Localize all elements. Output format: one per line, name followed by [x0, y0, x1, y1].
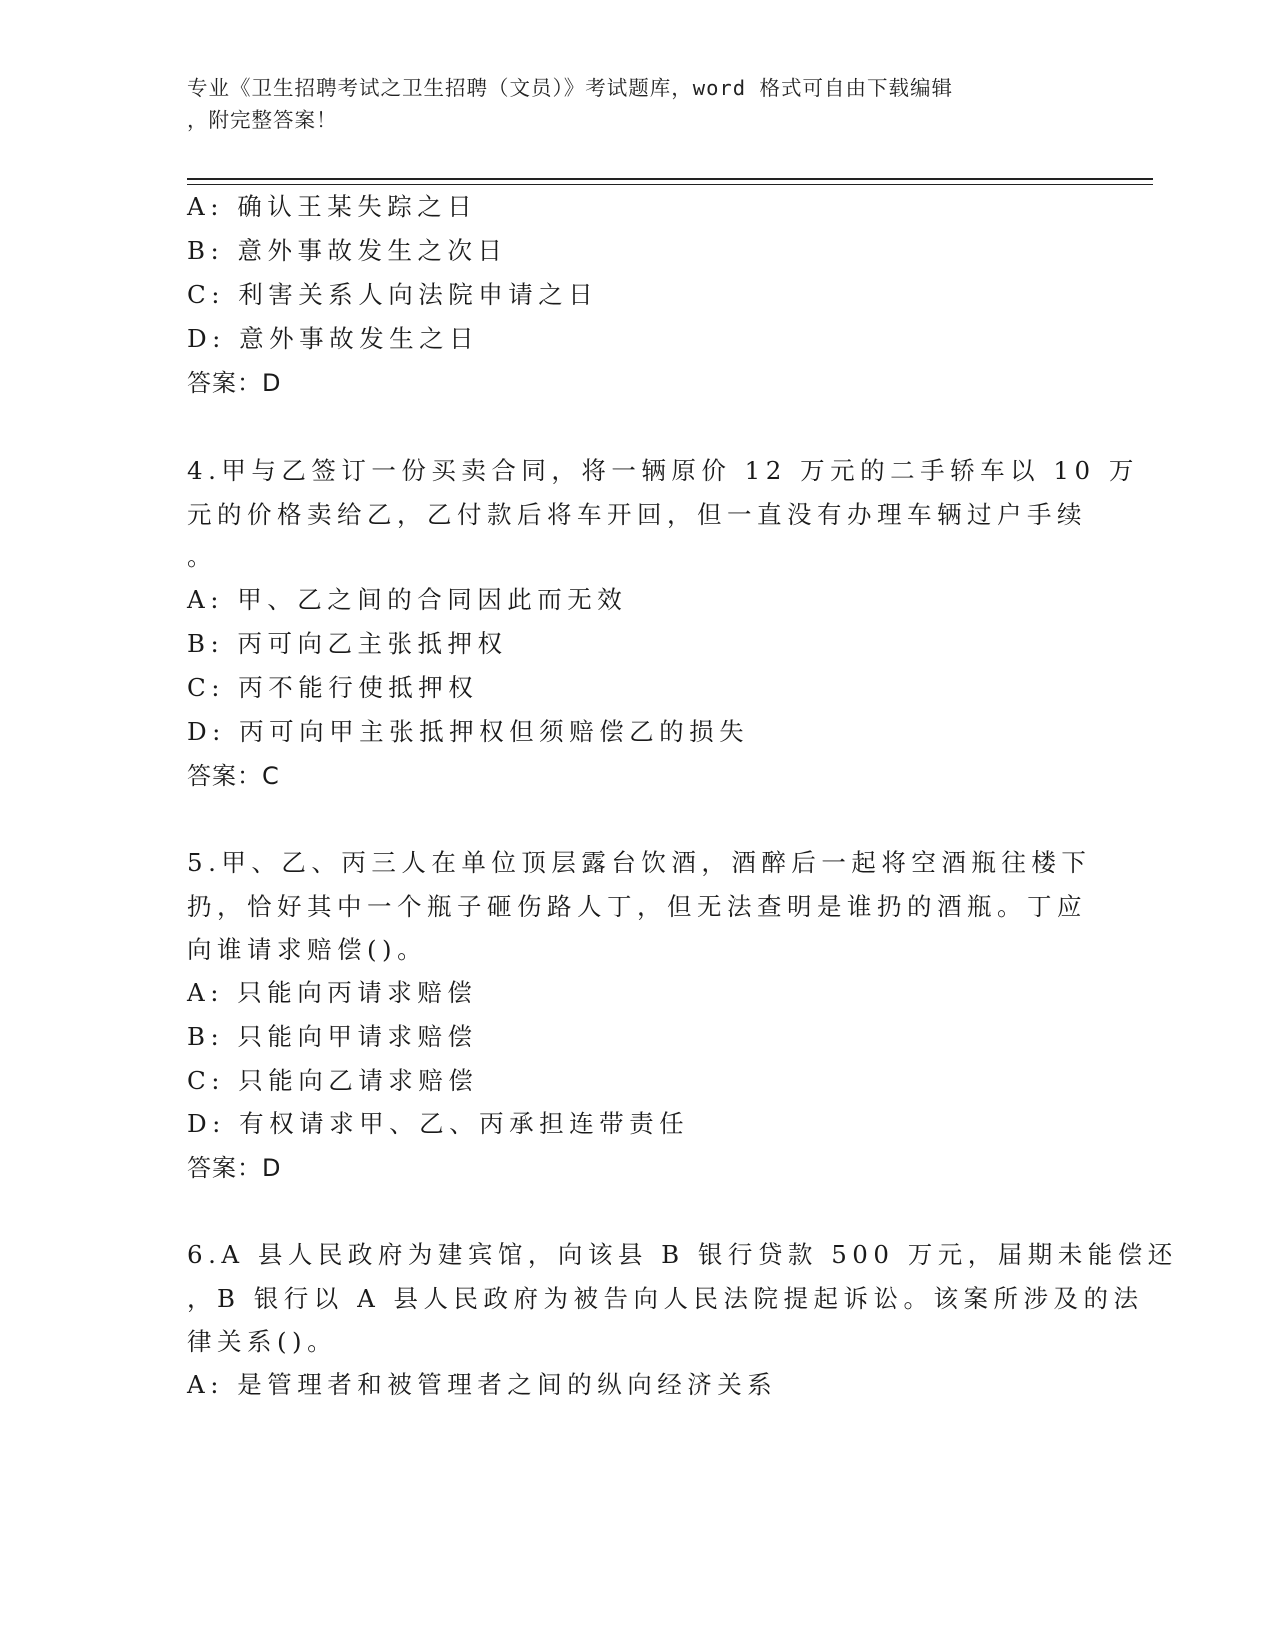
header-divider-thin — [187, 184, 1153, 185]
header-line-1: 专业《卫生招聘考试之卫生招聘（文员）》考试题库，word 格式可自由下载编辑 — [187, 76, 953, 100]
q3-option-b: B: 意外事故发生之次日 — [187, 236, 508, 265]
q3-option-d: D: 意外事故发生之日 — [187, 324, 480, 353]
q5-option-c: C: 只能向乙请求赔偿 — [187, 1066, 479, 1095]
q4-stem-line-1: 4.甲与乙签订一份买卖合同，将一辆原价 12 万元的二手轿车以 10 万 — [187, 456, 1139, 485]
q5-stem-line-2: 扔，恰好其中一个瓶子砸伤路人丁，但无法查明是谁扔的酒瓶。丁应 — [187, 892, 1087, 921]
q3-answer: 答案：D — [187, 369, 282, 397]
q6-option-a: A: 是管理者和被管理者之间的纵向经济关系 — [187, 1370, 778, 1399]
q4-stem-line-2: 元的价格卖给乙，乙付款后将车开回，但一直没有办理车辆过户手续 — [187, 500, 1087, 529]
q6-stem-line-3: 律关系()。 — [187, 1327, 338, 1356]
q4-stem-line-3: 。 — [187, 542, 217, 571]
q4-answer: 答案：C — [187, 762, 280, 790]
q5-answer: 答案：D — [187, 1154, 282, 1182]
q5-option-d: D: 有权请求甲、乙、丙承担连带责任 — [187, 1109, 690, 1138]
q5-stem-line-3: 向谁请求赔偿()。 — [187, 935, 428, 964]
q6-stem-line-1: 6.A 县人民政府为建宾馆，向该县 B 银行贷款 500 万元，届期未能偿还 — [187, 1240, 1178, 1269]
q5-option-a: A: 只能向丙请求赔偿 — [187, 978, 478, 1007]
q4-option-b: B: 丙可向乙主张抵押权 — [187, 629, 508, 658]
q3-option-c: C: 利害关系人向法院申请之日 — [187, 280, 599, 309]
q3-option-a: A: 确认王某失踪之日 — [187, 192, 478, 221]
q5-option-b: B: 只能向甲请求赔偿 — [187, 1022, 478, 1051]
document-header — [187, 72, 1067, 136]
header-line-2: ，附完整答案！ — [187, 108, 338, 132]
header-divider-thick — [187, 178, 1153, 180]
q4-option-d: D: 丙可向甲主张抵押权但须赔偿乙的损失 — [187, 717, 750, 746]
q4-option-a: A: 甲、乙之间的合同因此而无效 — [187, 585, 628, 614]
q4-option-c: C: 丙不能行使抵押权 — [187, 673, 479, 702]
q5-stem-line-1: 5.甲、乙、丙三人在单位顶层露台饮酒，酒醉后一起将空酒瓶往楼下 — [187, 848, 1092, 877]
q6-stem-line-2: ，B 银行以 A 县人民政府为被告向人民法院提起诉讼。该案所涉及的法 — [187, 1284, 1144, 1313]
